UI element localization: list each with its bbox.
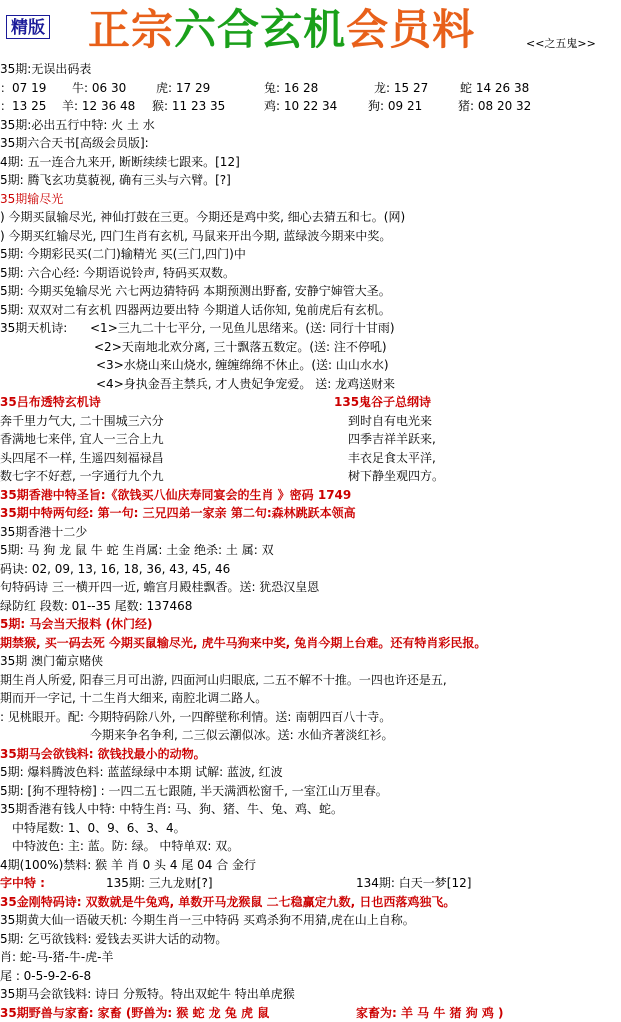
text-line xyxy=(0,504,621,523)
text-segment: 35期中特两句经: 第一句: 三兄四弟一家亲 第二句:森林跳跃本领高 xyxy=(0,504,356,523)
text-line xyxy=(0,615,621,634)
title-char: 正 xyxy=(88,2,131,58)
title-char: 宗 xyxy=(131,2,174,58)
text-line xyxy=(0,264,621,283)
text-segment: 5期: 双双对二有玄机 四器两边要出特 今期道人话你知, 兔前虎后有玄机。 xyxy=(0,301,391,320)
text-segment: 牛: 06 30 xyxy=(72,79,126,98)
text-segment: 5期: 六合心经: 今期语说铃声, 特码买双数。 xyxy=(0,264,235,283)
text-line xyxy=(0,319,621,338)
text-segment: 35期马会欲钱料: 诗曰 分叛特。特出双蛇牛 特出单虎猴 xyxy=(0,985,295,1004)
title-char: 玄 xyxy=(260,2,303,58)
text-segment: 5期: 马会当天报料 (休门经) xyxy=(0,615,152,634)
text-line xyxy=(0,948,621,967)
text-segment: 5期: 腾飞玄功莫藐视, 确有三头与六臂。[?] xyxy=(0,171,231,190)
text-line xyxy=(0,541,621,560)
text-segment: 蛇 14 26 38 xyxy=(460,79,529,98)
title-char: 六 xyxy=(174,2,217,58)
text-line xyxy=(0,171,621,190)
text-segment: 135鬼谷子总纲诗 xyxy=(334,393,431,412)
text-line xyxy=(0,153,621,172)
text-segment: 树下静坐观四方。 xyxy=(348,467,444,486)
text-segment: 家畜为: 羊 马 牛 猪 狗 鸡 ) xyxy=(356,1004,504,1022)
text-segment: ) 今期买鼠输尽光, 神仙打鼓在三更。今期还是鸡中奖, 细心去猜五和七。(网) xyxy=(0,208,405,227)
text-line xyxy=(0,800,621,819)
text-segment: 字中特 : xyxy=(0,874,45,893)
text-line xyxy=(0,597,621,616)
text-segment: 头四尾不一样, 生遥四刻福禄昌 xyxy=(0,449,164,468)
text-segment: 35期天机诗: xyxy=(0,319,67,338)
text-segment: 兔: 16 28 xyxy=(264,79,318,98)
text-line xyxy=(0,190,621,209)
jingban-badge: 精版 xyxy=(6,15,50,39)
text-line xyxy=(0,60,621,79)
text-line xyxy=(0,967,621,986)
text-segment: 35期:必出五行中特: 火 土 水 xyxy=(0,116,155,135)
text-line xyxy=(0,467,621,486)
text-line xyxy=(0,134,621,153)
text-segment: 绿防红 段数: 01--35 尾数: 137468 xyxy=(0,597,192,616)
text-line xyxy=(0,856,621,875)
text-line xyxy=(0,449,621,468)
text-segment: 4期(100%)禁料: 猴 羊 肖 0 头 4 尾 04 合 金行 xyxy=(0,856,256,875)
text-segment: 到时自有电光来 xyxy=(348,412,432,431)
text-segment: 35期:无误出码表 xyxy=(0,60,91,79)
text-line xyxy=(0,671,621,690)
text-line xyxy=(0,1004,621,1022)
text-segment: 5期: 乞丐欲钱料: 爱钱去买讲大话的动物。 xyxy=(0,930,227,949)
text-segment: 35期香港十二少 xyxy=(0,523,87,542)
text-segment: 35期输尽光 xyxy=(0,190,63,209)
text-line xyxy=(0,745,621,764)
text-line xyxy=(0,523,621,542)
text-segment: 香满地七来伴, 宜人一三合上九 xyxy=(0,430,164,449)
text-segment: 35吕布透特玄机诗 xyxy=(0,393,101,412)
text-line xyxy=(0,227,621,246)
text-segment: ：13 25 xyxy=(0,97,46,116)
text-line xyxy=(0,782,621,801)
text-line xyxy=(0,874,621,893)
text-line xyxy=(0,560,621,579)
text-segment: 尾 : 0-5-9-2-6-8 xyxy=(0,967,91,986)
text-segment: ) 今期买红输尽光, 四门生肖有玄机, 马鼠来开出今期, 蓝绿波今期来中奖。 xyxy=(0,227,391,246)
text-segment: 35期六合天书[高级会员版]: xyxy=(0,134,149,153)
text-segment: 35期 澳门葡京赌侠 xyxy=(0,652,103,671)
text-segment: 奔千里力气大, 二十围城三六分 xyxy=(0,412,164,431)
text-line xyxy=(0,726,621,745)
text-line xyxy=(0,282,621,301)
text-segment: 羊: 12 36 48 xyxy=(62,97,135,116)
title-char: 合 xyxy=(217,2,260,58)
text-segment: 5期: [狗不理特榜] : 一四二五七跟随, 半天满洒松窗千, 一室江山万里春。 xyxy=(0,782,388,801)
title-char: 机 xyxy=(303,2,346,58)
text-line xyxy=(0,412,621,431)
text-segment: : 见桃眼开。配: 今期特码除八外, 一四醉壁称利情。送: 南朝四百八十寺。 xyxy=(0,708,391,727)
text-segment: 肖: 蛇-马-猪-牛-虎-羊 xyxy=(0,948,114,967)
text-segment: 35期马会欲钱料: 欲钱找最小的动物。 xyxy=(0,745,206,764)
title-char: 员 xyxy=(389,2,432,58)
text-segment: 今期来争名争利, 二三似云潮似冰。送: 水仙齐著淡红衫。 xyxy=(90,726,394,745)
text-segment: 35金刚特码诗: 双数就是牛兔鸡, 单数开马龙猴鼠 二七稳赢定九数, 日也西落鸡独飞。 xyxy=(0,893,455,912)
text-segment: 四季吉祥羊跃来, xyxy=(348,430,436,449)
text-segment: <3>水烧山来山烧水, 缠缠绵绵不休止。(送: 山山水水) xyxy=(96,356,389,375)
text-line xyxy=(0,338,621,357)
text-segment: 中特波色: 主: 蓝。防: 绿。 中特单双: 双。 xyxy=(12,837,239,856)
title-char: 会 xyxy=(346,2,389,58)
text-line xyxy=(0,837,621,856)
text-segment: <4>身执金吾主禁兵, 才人贵妃争宠爱。 送: 龙鸡送财来 xyxy=(96,375,395,394)
page-title xyxy=(88,2,475,58)
text-line xyxy=(0,375,621,394)
text-segment: 丰衣足食太平洋, xyxy=(348,449,436,468)
text-segment: 数七字不好惹, 一字通行九个九 xyxy=(0,467,164,486)
text-line xyxy=(0,819,621,838)
text-segment: 句特码诗 三一横开四一近, 蟾宫月殿桂飘香。送: 犹恐汉皇恩 xyxy=(0,578,319,597)
text-line xyxy=(0,985,621,1004)
title-char: 料 xyxy=(432,2,475,58)
text-segment: 猴: 11 23 35 xyxy=(152,97,225,116)
text-line xyxy=(0,301,621,320)
text-line xyxy=(0,208,621,227)
text-line xyxy=(0,893,621,912)
text-line xyxy=(0,763,621,782)
text-segment: 虎: 17 29 xyxy=(156,79,210,98)
text-segment: 狗: 09 21 xyxy=(368,97,422,116)
text-line xyxy=(0,356,621,375)
main-content xyxy=(0,60,621,1022)
text-line xyxy=(0,689,621,708)
text-line xyxy=(0,634,621,653)
text-segment: 5期: 爆料腾波色料: 蓝蓝绿绿中本期 试解: 蓝波, 红波 xyxy=(0,763,283,782)
text-line xyxy=(0,708,621,727)
text-segment: <2>天南地北欢分离, 三十飘落五数定。(送: 注不停吼) xyxy=(94,338,387,357)
text-segment: 猪: 08 20 32 xyxy=(458,97,531,116)
text-line xyxy=(0,116,621,135)
text-line xyxy=(0,578,621,597)
text-segment: 35期野兽与家畜: 家畜 (野兽为: 猴 蛇 龙 兔 虎 鼠 xyxy=(0,1004,269,1022)
text-segment: 5期: 今期买兔输尽光 六七两边猜特码 本期预测出野畜, 安静宁婶管大圣。 xyxy=(0,282,391,301)
text-segment: 期而开一字记, 十二生肖大细来, 南腔北调二路人。 xyxy=(0,689,267,708)
text-line xyxy=(0,652,621,671)
text-segment: <1>三九二十七平分, 一见鱼儿思绪来。(送: 同行十甘雨) xyxy=(90,319,395,338)
text-segment: 龙: 15 27 xyxy=(374,79,428,98)
header-subtag: <<之五鬼>> xyxy=(526,35,596,51)
text-segment: 35期香港有钱人中特: 中特生肖: 马、狗、猪、牛、兔、鸡、蛇。 xyxy=(0,800,343,819)
text-segment: 35期黄大仙一语破天机: 今期生肖一三中特码 买鸡杀狗不用猜,虎在山上自称。 xyxy=(0,911,415,930)
text-line xyxy=(0,911,621,930)
text-segment: 5期: 马 狗 龙 鼠 牛 蛇 生肖属: 土金 绝杀: 土 属: 双 xyxy=(0,541,274,560)
page-header xyxy=(0,0,621,60)
text-line xyxy=(0,486,621,505)
text-line xyxy=(0,930,621,949)
text-segment: ：07 19 xyxy=(0,79,46,98)
text-segment: 鸡: 10 22 34 xyxy=(264,97,337,116)
text-segment: 5期: 今期彩民买(二门)输精光 买(三门,四门)中 xyxy=(0,245,246,264)
text-segment: 35期香港中特圣旨:《欲钱买八仙庆寿同宴会的生肖 》密码 1749 xyxy=(0,486,351,505)
text-line xyxy=(0,245,621,264)
text-segment: 中特尾数: 1、0、9、6、3、4。 xyxy=(12,819,186,838)
text-segment: 码诀: 02, 09, 13, 16, 18, 36, 43, 45, 46 xyxy=(0,560,230,579)
text-line xyxy=(0,430,621,449)
text-segment: 135期: 三九龙财[?] xyxy=(106,874,213,893)
text-line xyxy=(0,97,621,116)
text-line xyxy=(0,79,621,98)
text-segment: 期生肖人所爱, 阳春三月可出游, 四面河山归眼底, 二五不解不十推。一四也许还是五, xyxy=(0,671,447,690)
text-line xyxy=(0,393,621,412)
text-segment: 4期: 五一连合九来开, 断断续续七跟来。[12] xyxy=(0,153,240,172)
text-segment: 134期: 白天一梦[12] xyxy=(356,874,471,893)
text-segment: 期禁猴, 买一码去死 今期买鼠输尽光, 虎牛马狗来中奖, 兔肖今期上台难。还有特肖彩民报。 xyxy=(0,634,486,653)
